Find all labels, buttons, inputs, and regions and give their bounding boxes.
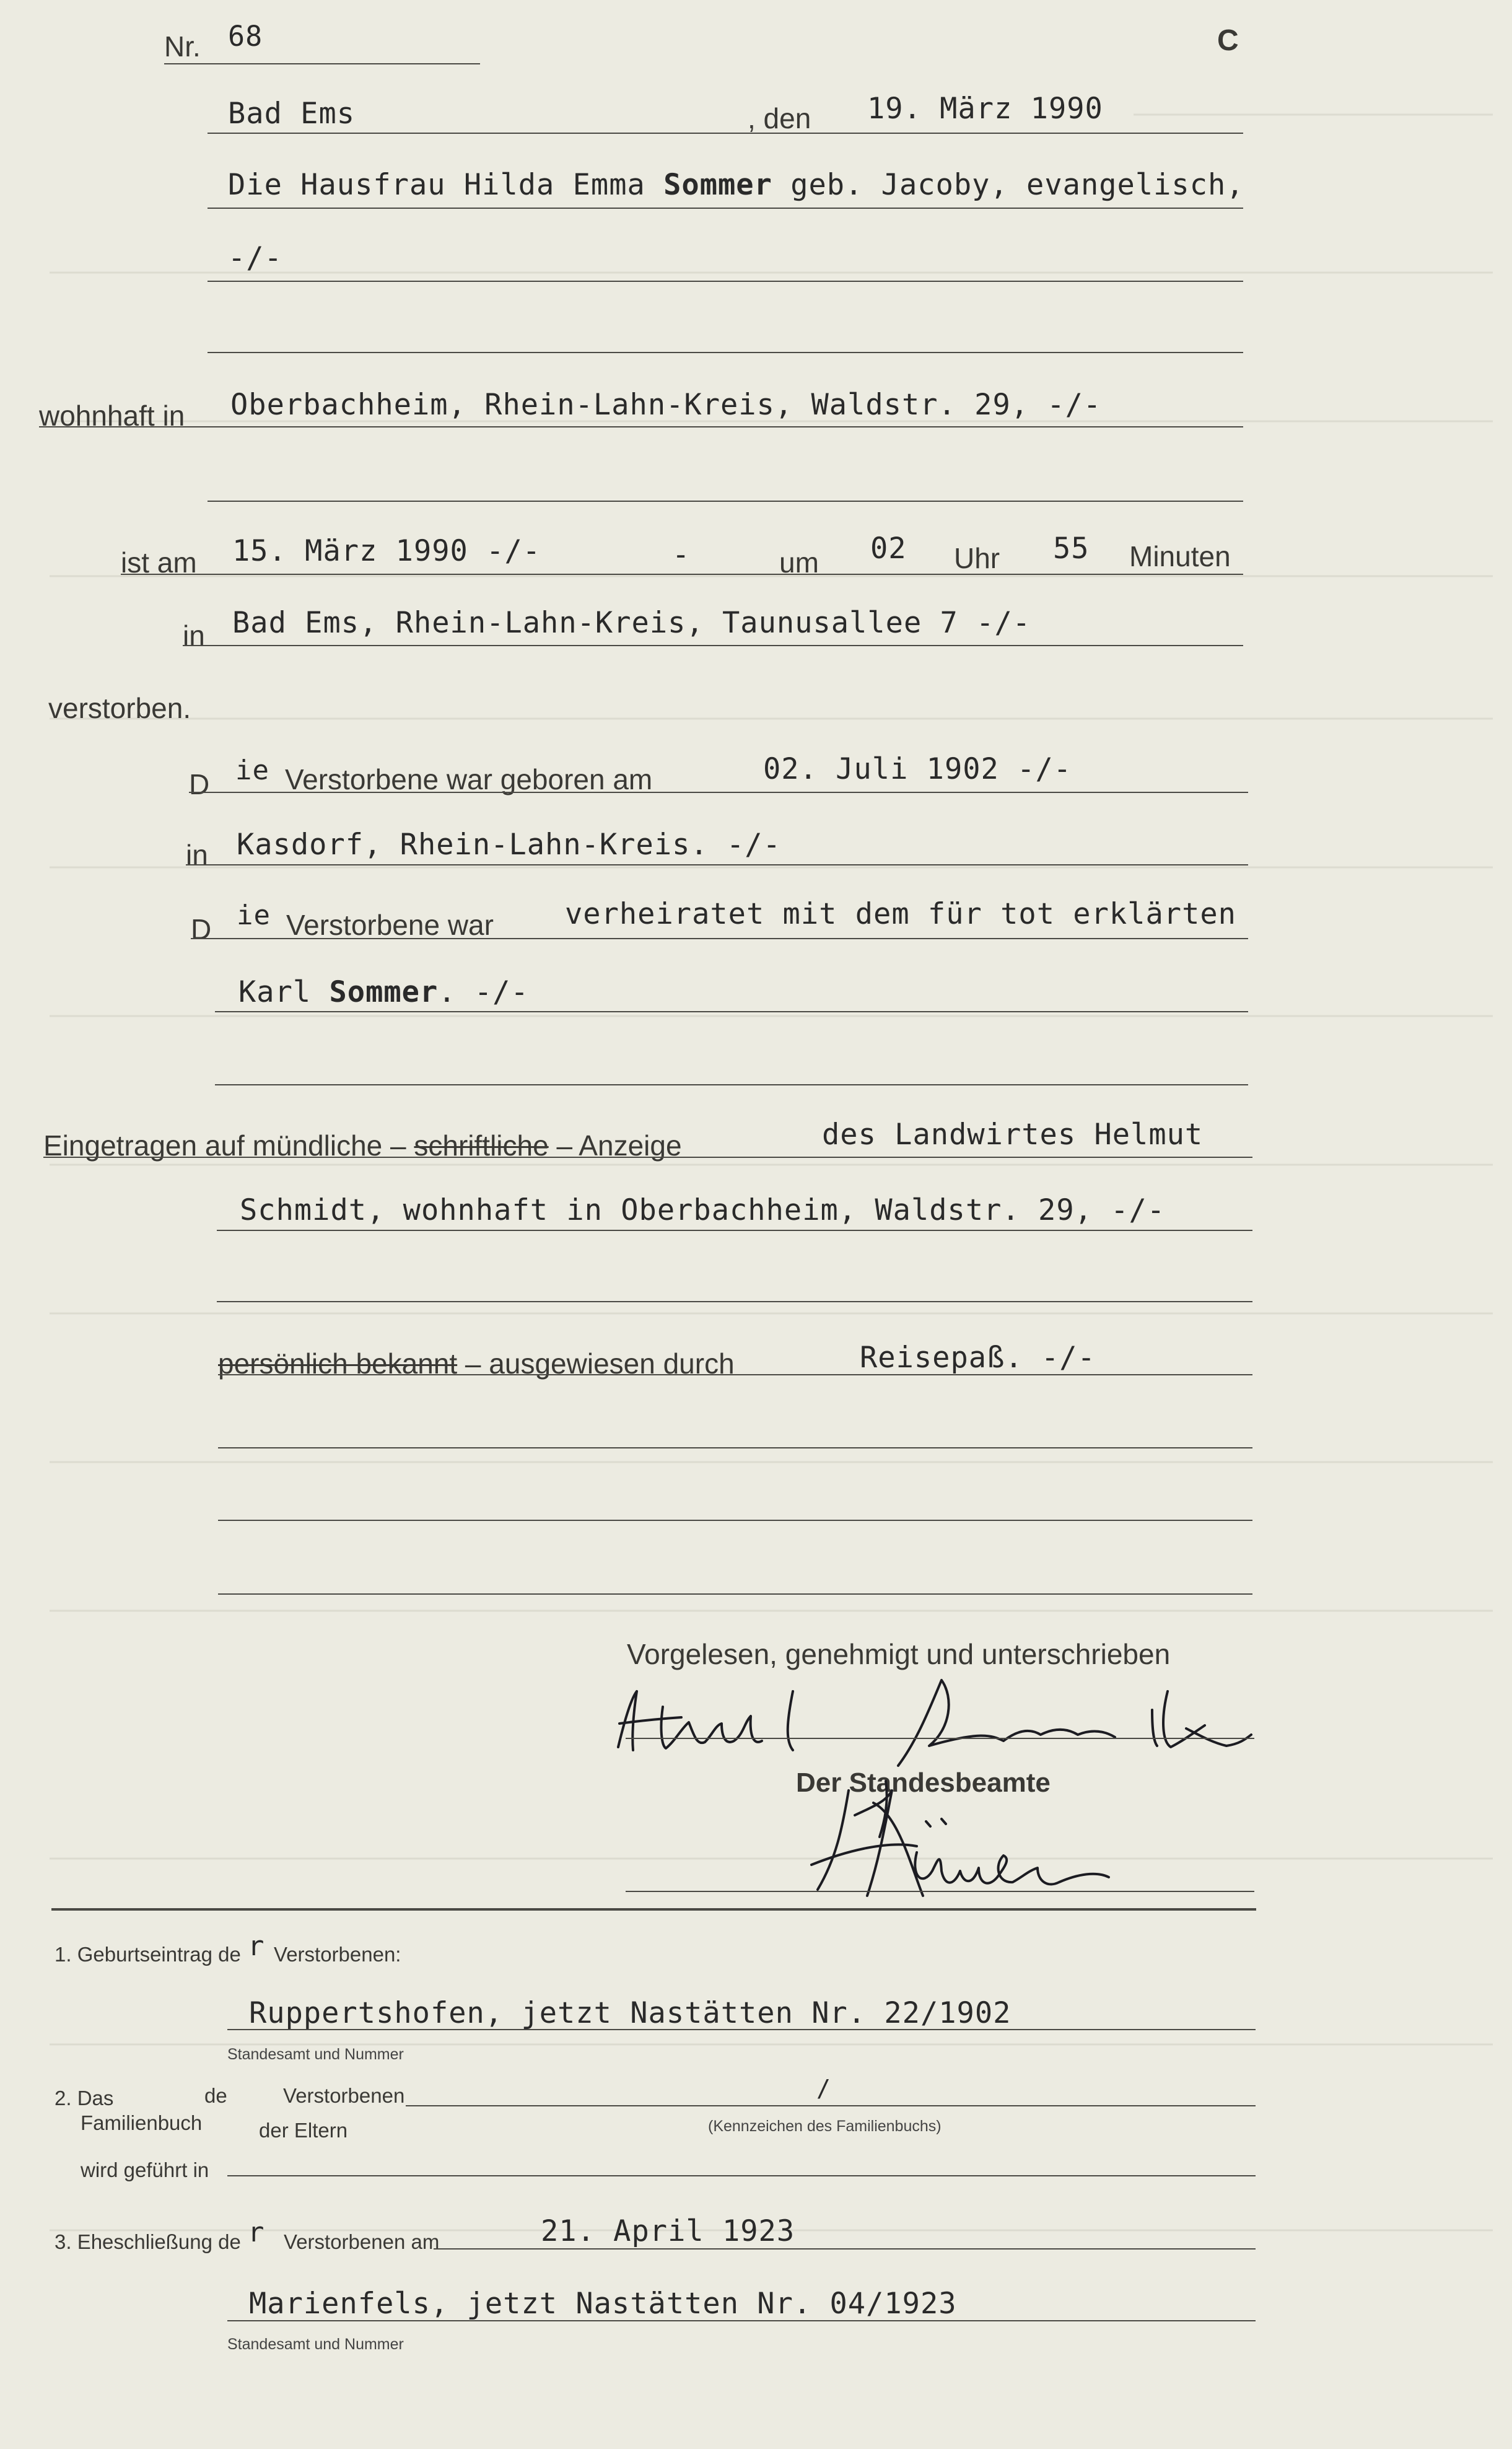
birth-date: 02. Juli 1902 -/- [763,752,1072,786]
item2-verstorbenen: Verstorbenen [283,2084,405,2107]
identification-underline [218,1374,1252,1375]
declarant-line2: -/- [228,241,282,275]
registration-underline [43,1157,1252,1158]
informant-signature [607,1673,1264,1772]
item3-value: Marienfels, jetzt Nastätten Nr. 04/1923 [249,2287,957,2321]
spouse-surname: Sommer [329,975,439,1009]
birth-prefix: D [189,768,210,800]
spouse-first-name: Karl [238,975,330,1009]
item2-gefuehrt: wird geführt in [81,2158,209,2181]
item3-date-underline [434,2248,1256,2250]
identification-method: – ausgewiesen durch [457,1347,735,1380]
item3-underline [227,2320,1256,2321]
death-date: 15. März 1990 -/- [232,534,541,568]
death-place: Bad Ems, Rhein-Lahn-Kreis, Taunusallee 7 -/- [232,606,1031,640]
residence-label: wohnhaft in [39,400,185,432]
item2-slash: / [816,2075,831,2102]
marital-label: Verstorbene war [286,909,494,941]
item2-underline [406,2105,1256,2106]
item2-gefuehrt-underline [227,2175,1256,2176]
minuten-label: Minuten [1129,540,1231,572]
birth-suffix: ie [235,755,269,786]
item3-r: r [248,2217,265,2248]
nr-underline [164,63,480,64]
registration-label-suffix: – Anzeige [548,1129,682,1162]
death-minutes: 55 [1053,532,1090,566]
registration-label-prefix: Eingetragen auf mündliche – [43,1129,414,1162]
item3-caption: Standesamt und Nummer [227,2336,404,2353]
informant-line-2: Schmidt, wohnhaft in Oberbachheim, Waldstr. 29, -/- [240,1193,1166,1227]
footer-divider [51,1908,1256,1911]
series-letter: C [1217,24,1239,57]
birth-label: Verstorbene war geboren am [285,763,653,795]
birth-date-underline [189,792,1248,793]
item2-eltern: der Eltern [259,2119,348,2142]
spouse-name-end: . -/- [438,975,529,1009]
identification-document: Reisepaß. -/- [860,1341,1096,1375]
registration-date: 19. März 1990 [867,92,1103,126]
item1-label-a: 1. Geburtseintrag de [55,1943,241,1966]
marital-suffix: ie [237,900,271,931]
death-date-underline [121,574,1243,575]
death-place-underline [183,645,1243,646]
registrar-label: Der Standesbeamte [796,1768,1051,1798]
verstorben-label: verstorben. [48,692,191,724]
nr-label: Nr. [164,30,201,63]
marital-prefix: D [191,913,212,945]
informant-line-1: des Landwirtes Helmut [822,1118,1204,1152]
declarant-underline-2 [208,281,1243,282]
read-approved-label: Vorgelesen, genehmigt und unterschrieben [627,1638,1171,1670]
informant-signature-line [626,1738,1254,1739]
declarant-underline-3 [208,352,1243,353]
registry-place: Bad Ems [228,97,356,131]
den-label: , den [748,102,811,134]
marital-underline [191,938,1248,939]
item1-label-b: Verstorbenen: [274,1943,401,1966]
nr-value: 68 [228,20,263,53]
item1-caption: Standesamt und Nummer [227,2046,404,2063]
item2-number: 2. Das [55,2087,114,2109]
item1-r: r [248,1930,265,1962]
death-date-dash: - [672,538,691,572]
spouse-name [238,975,529,1009]
blank-underline-2 [218,1520,1252,1521]
item3-label-a: 3. Eheschließung de [55,2230,241,2253]
blank-underline-1 [218,1447,1252,1448]
item2-caption: (Kennzeichen des Familienbuchs) [708,2118,942,2135]
um-label: um [779,546,819,579]
birth-place-label: in [186,839,208,871]
declarant-underline-1 [208,208,1243,209]
identification-struck: persönlich bekannt [218,1347,458,1380]
uhr-label: Uhr [954,542,1000,574]
informant-underline-3 [217,1301,1252,1302]
residence-underline [39,426,1243,427]
residence-value: Oberbachheim, Rhein-Lahn-Kreis, Waldstr. 29, -/- [230,388,1102,422]
item3-label-b: Verstorbenen am [284,2230,440,2253]
item2-familienbuch: Familienbuch [81,2111,203,2134]
marital-status: verheiratet mit dem für tot erklärten [565,897,1236,931]
marital-underline-3 [215,1084,1248,1085]
item2-de: de [204,2084,227,2107]
registration-label-struck: schriftliche [414,1129,549,1162]
spouse-underline [215,1011,1248,1012]
place-date-underline [208,133,1243,134]
registration-label [43,1131,682,1160]
birth-place: Kasdorf, Rhein-Lahn-Kreis. -/- [237,828,781,862]
deceased-description-end: geb. Jacoby, evangelisch, [772,168,1244,202]
deceased-description-start: Die Hausfrau Hilda Emma [228,168,664,202]
birth-place-underline [186,864,1248,865]
blank-underline-3 [218,1593,1252,1595]
deceased-surname: Sommer [663,168,772,202]
informant-underline-2 [217,1230,1252,1231]
death-hour: 02 [870,532,907,566]
item1-value: Ruppertshofen, jetzt Nastätten Nr. 22/1902 [249,1996,1012,2030]
residence-underline-2 [208,501,1243,502]
item1-underline [227,2029,1256,2030]
registrar-signature [793,1778,1115,1908]
registrar-signature-line [626,1891,1254,1892]
death-place-label: in [183,620,205,652]
item3-date: 21. April 1923 [541,2214,795,2248]
deceased-description [228,168,1244,202]
death-date-label: ist am [121,546,197,579]
